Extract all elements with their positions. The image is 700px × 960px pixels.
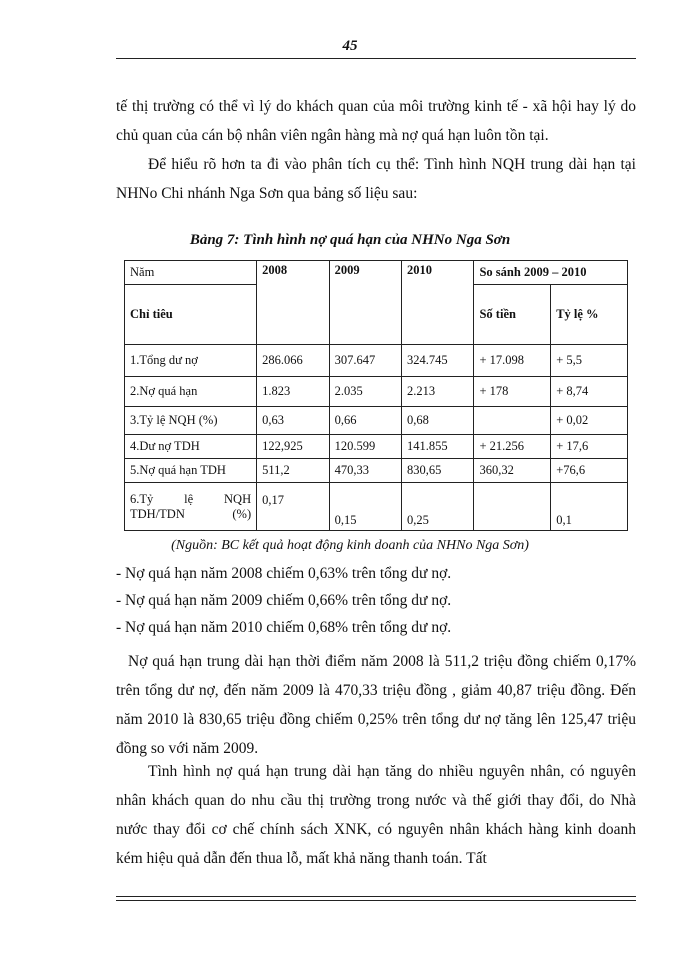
overdue-debt-table — [124, 260, 628, 531]
bullet-2009: - Nợ quá hạn năm 2009 chiếm 0,66% trên tổng dư nợ. — [116, 592, 452, 609]
header-compare: So sánh 2009 – 2010 — [474, 261, 628, 285]
table-row — [125, 435, 628, 459]
table-row — [125, 407, 628, 435]
header-nam: Năm — [125, 261, 257, 285]
cell-ty-le: + 17,6 — [551, 435, 628, 459]
cell-2009: 120.599 — [329, 435, 401, 459]
table-source-note: (Nguồn: BC kết quả hoạt động kinh doanh của NHNo Nga Sơn) — [171, 538, 529, 553]
cell-so-tien — [474, 407, 551, 435]
page-number: 45 — [342, 38, 358, 54]
table-row — [125, 377, 628, 407]
header-2009: 2009 — [329, 261, 401, 345]
cell-so-tien: + 178 — [474, 377, 551, 407]
paragraph-causes: Tình hình nợ quá hạn trung dài hạn tăng do nhiều nguyên nhân, có nguyên nhân khách quan do nhu cầu thị trường trong nước và thế giới thay đổi, do Nhà nước thay đổi cơ chế chính sách XNK, có nguyên nhân khách hàng kinh doanh kém hiệu quả dẫn đến thua lỗ, mất khả năng thanh toán. Tất — [116, 763, 636, 867]
cell-2008: 0,63 — [257, 407, 329, 435]
row-label: 5.Nợ quá hạn TDH — [125, 459, 257, 483]
cell-ty-le: + 5,5 — [551, 345, 628, 377]
cell-so-tien: 360,32 — [474, 459, 551, 483]
cell-ty-le: +76,6 — [551, 459, 628, 483]
cell-2008: 511,2 — [257, 459, 329, 483]
cell-so-tien: + 21.256 — [474, 435, 551, 459]
cell-ty-le: + 0,02 — [551, 407, 628, 435]
header-2008: 2008 — [257, 261, 329, 345]
cell-2009: 0,66 — [329, 407, 401, 435]
header-rule — [116, 58, 636, 59]
paragraph-intro: tế thị trường có thể vì lý do khách quan của môi trường kinh tế - xã hội hay lý do chủ quan của cán bộ nhân viên ngân hàng mà nợ quá hạn luôn tồn tại. — [116, 98, 636, 144]
table-row — [125, 345, 628, 377]
row-label: 4.Dư nợ TDH — [125, 435, 257, 459]
cell-so-tien: + 17.098 — [474, 345, 551, 377]
paragraph-analysis: Để hiểu rõ hơn ta đi vào phân tích cụ thể: Tình hình NQH trung dài hạn tại NHNo Chi nhánh Nga Sơn qua bảng số liệu sau: — [116, 156, 636, 202]
cell-2009: 0,15 — [329, 483, 401, 531]
bullet-2010: - Nợ quá hạn năm 2010 chiếm 0,68% trên tổng dư nợ. — [116, 619, 452, 636]
cell-so-tien — [474, 483, 551, 531]
cell-ty-le: + 8,74 — [551, 377, 628, 407]
header-chi-tieu: Chỉ tiêu — [125, 285, 257, 345]
footer-rule — [116, 896, 636, 901]
row-label: 2.Nợ quá hạn — [125, 377, 257, 407]
cell-2010: 141.855 — [402, 435, 474, 459]
cell-2009: 307.647 — [329, 345, 401, 377]
cell-2010: 2.213 — [402, 377, 474, 407]
cell-ty-le: 0,1 — [551, 483, 628, 531]
bullet-2008: - Nợ quá hạn năm 2008 chiếm 0,63% trên tổng dư nợ. — [116, 565, 452, 582]
header-2010: 2010 — [402, 261, 474, 345]
cell-2008: 122,925 — [257, 435, 329, 459]
table-header-row — [125, 261, 628, 285]
cell-2010: 0,68 — [402, 407, 474, 435]
paragraph-medium-long-term: Nợ quá hạn trung dài hạn thời điểm năm 2008 là 511,2 triệu đồng chiếm 0,17% trên tổng dư nợ, đến năm 2009 là 470,33 triệu đồng , giảm 40,87 triệu đồng. Đến năm 2010 là 830,65 triệu đồng chiếm 0,25% trên tổng dư nợ tăng lên 125,47 triệu đồng so với năm 2009. — [116, 653, 636, 757]
row-label: 6.Tỷ lệ NQH TDH/TDN (%) — [125, 483, 257, 531]
table-row — [125, 459, 628, 483]
cell-2009: 470,33 — [329, 459, 401, 483]
cell-2010: 0,25 — [402, 483, 474, 531]
header-so-tien: Số tiền — [474, 285, 551, 345]
table-caption: Bảng 7: Tình hình nợ quá hạn của NHNo Nga Sơn — [189, 232, 511, 248]
cell-2008: 286.066 — [257, 345, 329, 377]
cell-2009: 2.035 — [329, 377, 401, 407]
cell-2010: 324.745 — [402, 345, 474, 377]
cell-2008: 0,17 — [257, 483, 329, 531]
cell-2010: 830,65 — [402, 459, 474, 483]
header-ty-le: Tỷ lệ % — [551, 285, 628, 345]
row-label: 1.Tổng dư nợ — [125, 345, 257, 377]
cell-2008: 1.823 — [257, 377, 329, 407]
table-row — [125, 483, 628, 531]
row-label: 3.Tỷ lệ NQH (%) — [125, 407, 257, 435]
